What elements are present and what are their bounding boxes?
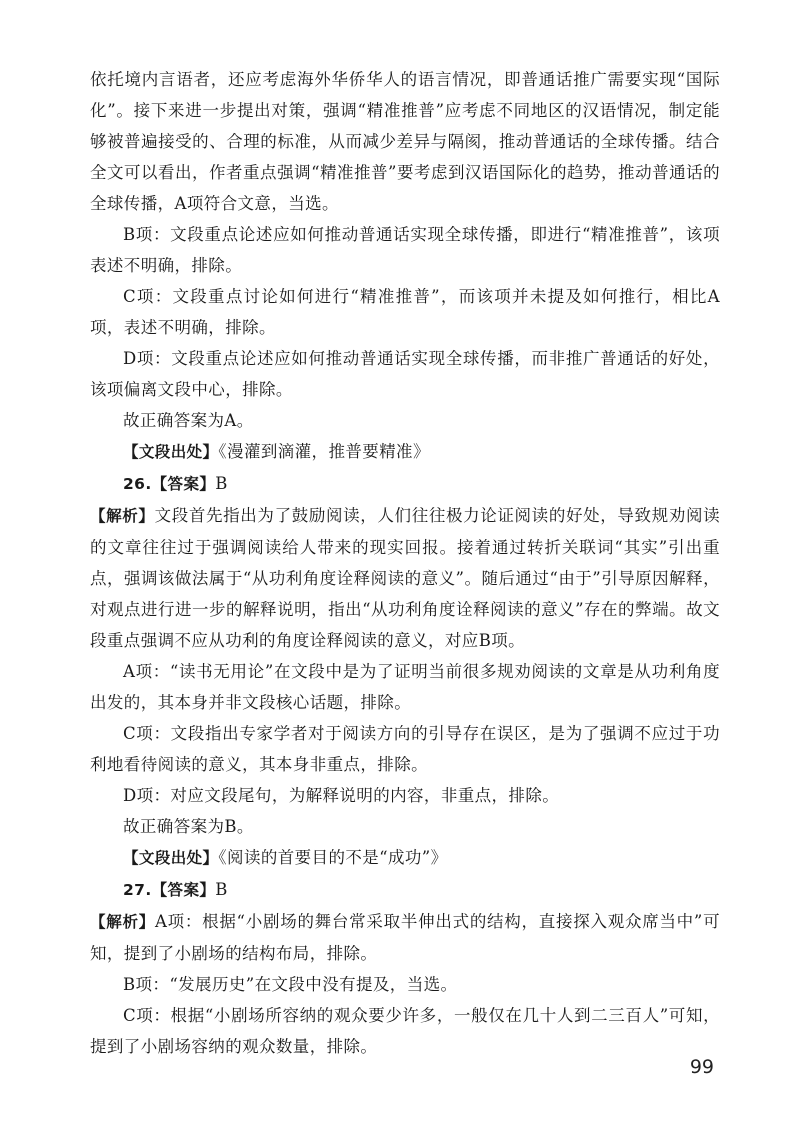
correct-answer-line — [90, 405, 720, 436]
source-line — [90, 436, 720, 468]
option-d-analysis — [90, 343, 720, 405]
question-27-answer — [90, 874, 720, 906]
paragraph-text: B项：“发展历史”在文段中没有提及，当选。 — [123, 975, 458, 994]
option-b-analysis — [90, 219, 720, 281]
question-27-analysis — [90, 906, 720, 969]
paragraph-text: C项：根据“小剧场所容纳的观众要少许多，一般仅在几十人到二三百人”可知，提到了小剧场容纳的观众数量，排除。 — [90, 1006, 720, 1056]
answer-value: B — [215, 474, 228, 493]
paragraph-text: 文段首先指出为了鼓励阅读，人们往往极力论证阅读的好处，导致规劝阅读的文章往往过于强调阅读给人带来的现实回报。接着通过转折关联词“其实”引出重点，强调该做法属于“从功利角度诠释阅读的意义”。随后通过“由于”引导原因解释，对观点进行进一步的解释说明，指出“从功利角度诠释阅读的意义”存在的弊端。故文段重点强调不应从功利的角度诠释阅读的意义，对应B项。 — [90, 506, 721, 650]
paragraph-text: C项：文段重点讨论如何进行“精准推普”，而该项并未提及如何推行，相比A项，表述不明确，排除。 — [90, 287, 720, 337]
answer-label: 27.【答案】 — [123, 881, 216, 899]
answer-label: 26.【答案】 — [123, 475, 216, 493]
source-label: 【文段出处】 — [123, 443, 219, 461]
option-d-analysis — [90, 780, 720, 811]
option-c-analysis — [90, 718, 720, 780]
analysis-label: 【解析】 — [90, 507, 155, 525]
page-number: 99 — [689, 1056, 714, 1078]
paragraph-text: 依托境内言语者，还应考虑海外华侨华人的语言情况，即普通话推广需要实现“国际化”。接下来进一步提出对策，强调“精准推普”应考虑不同地区的汉语情况，制定能够被普遍接受的、合理的标准，从而减少差异与隔阂，推动普通话的全球传播。结合全文可以看出，作者重点强调“精准推普”要考虑到汉语国际化的趋势，推动普通话的全球传播，A项符合文意，当选。 — [90, 70, 720, 213]
paragraph-text: B项：文段重点论述应如何推动普通话实现全球传播，即进行“精准推普”，该项表述不明确，排除。 — [90, 225, 720, 275]
paragraph-text: 故正确答案为B。 — [123, 817, 254, 836]
source-line — [90, 842, 720, 874]
paragraph-text: D项：文段重点论述应如何推动普通话实现全球传播，而非推广普通话的好处，该项偏离文段中心，排除。 — [90, 349, 720, 399]
source-title: 《阅读的首要目的不是“成功”》 — [218, 848, 448, 867]
option-c-analysis — [90, 281, 720, 343]
paragraph-continuation — [90, 64, 720, 219]
analysis-label: 【解析】 — [90, 913, 155, 931]
question-26-answer — [90, 468, 720, 500]
option-c-analysis — [90, 1000, 720, 1062]
paragraph-text: D项：对应文段尾句，为解释说明的内容，非重点，排除。 — [123, 786, 560, 805]
paragraph-text: C项：文段指出专家学者对于阅读方向的引导存在误区，是为了强调不应过于功利地看待阅读的意义，其本身非重点，排除。 — [90, 724, 720, 774]
page-body — [90, 64, 720, 1062]
source-title: 《漫灌到滴灌，推普要精准》 — [218, 442, 430, 461]
correct-answer-line — [90, 811, 720, 842]
answer-value: B — [215, 880, 228, 899]
option-a-analysis — [90, 656, 720, 718]
paragraph-text: A项：根据“小剧场的舞台常采取半伸出式的结构，直接探入观众席当中”可知，提到了小剧场的结构布局，排除。 — [90, 912, 720, 963]
option-b-analysis — [90, 969, 720, 1000]
paragraph-text: A项：“读书无用论”在文段中是为了证明当前很多规劝阅读的文章是从功利角度出发的，其本身并非文段核心话题，排除。 — [90, 662, 720, 712]
question-26-analysis — [90, 500, 720, 656]
source-label: 【文段出处】 — [123, 849, 219, 867]
paragraph-text: 故正确答案为A。 — [123, 411, 254, 430]
